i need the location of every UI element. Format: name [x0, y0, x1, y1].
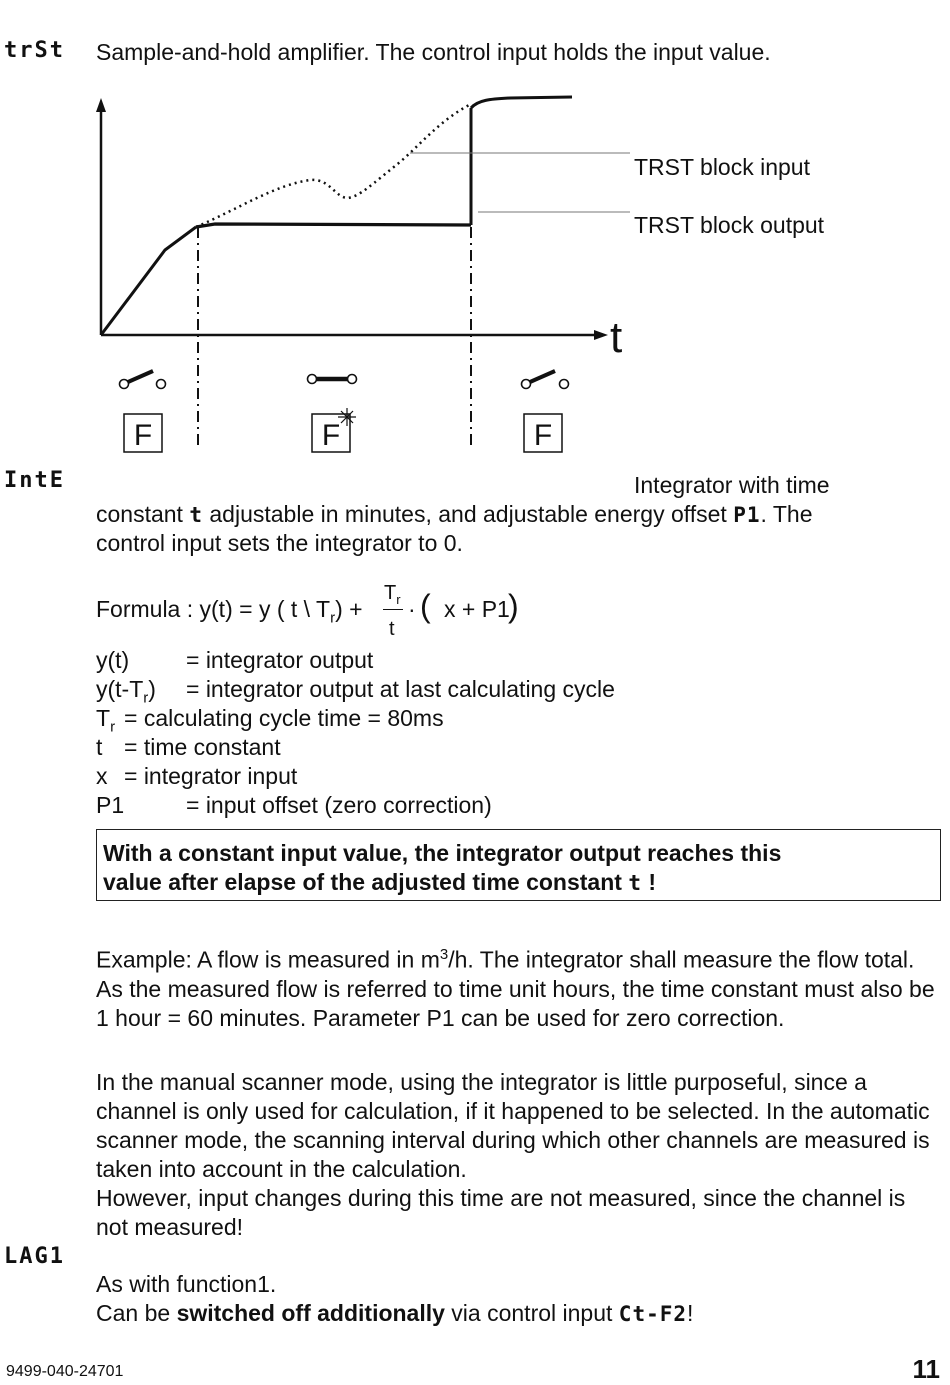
lag1-line2: Can be switched off additionally via control input Ct-F2!	[96, 1300, 694, 1326]
f-key-1	[124, 414, 162, 452]
switch-open-icon-1	[120, 371, 166, 389]
f-key-2-pressed	[312, 408, 356, 452]
switch-open-icon-2	[522, 371, 569, 389]
lag1-code: LAG1	[4, 1244, 65, 1269]
document-number: 9499-040-24701	[6, 1363, 124, 1380]
legend-output: TRST block output	[634, 212, 825, 238]
sample-hold-diagram	[0, 90, 950, 460]
def-t: t = time constant	[96, 734, 281, 760]
f-key-1-label: F	[133, 419, 153, 452]
y-axis-arrow	[96, 98, 106, 112]
however-paragraph: However, input changes during this time are not measured, since the channel is not measured!	[96, 1185, 906, 1240]
tau-code: t	[189, 503, 203, 527]
manual-scanner-paragraph: In the manual scanner mode, using the integrator is little purposeful, since a channel is only used for calculation, if it happened to be selected. In the automatic scanner mode, the scanning interval during which other channels are measured is taken into account in the calculation.	[96, 1069, 930, 1182]
legend-input: TRST block input	[634, 154, 810, 180]
output-track-line	[471, 97, 572, 108]
inte-intro-line2: constant t adjustable in minutes, and adjustable energy offset P1. The	[96, 501, 813, 527]
trst-code: trSt	[4, 38, 65, 63]
page-number: 11	[912, 1354, 940, 1384]
def-yt: y(t) = integrator output	[96, 647, 374, 673]
p1-code: P1	[733, 503, 761, 527]
def-tr: $T_r$ = calculating cycle time = 80ms	[96, 705, 444, 736]
ct-f2-code: Ct-F2	[618, 1302, 688, 1326]
output-hold-line	[196, 224, 471, 227]
integrator-formula: Formula : y(t) = y ( t \ $T_r$) + $T_r$ t · ( x + P1 )	[96, 582, 519, 640]
inte-code: IntE	[4, 468, 65, 493]
trst-heading: Sample-and-hold amplifier. The control input holds the input value.	[96, 39, 771, 65]
t-axis-label: t	[610, 313, 623, 362]
def-x: x = integrator input	[96, 763, 298, 789]
note-line2: value after elapse of the adjusted time constant t !	[103, 869, 657, 895]
note-line1: With a constant input value, the integrator output reaches this	[103, 840, 782, 866]
note-box	[96, 829, 941, 901]
input-ramp	[101, 227, 196, 335]
f-key-3-label: F	[533, 419, 553, 452]
t-axis-arrow	[594, 330, 608, 340]
f-key-3	[524, 414, 562, 452]
switch-closed-icon	[308, 375, 357, 384]
example-paragraph: Example: A flow is measured in $m^3/h$. The integrator shall measure the flow total. As the measured flow is referred to time unit hours, the time constant must also be 1 hour = 60 minutes. Parameter P1 can be used for zero correction.	[96, 946, 935, 1031]
f-key-2-label: F	[321, 419, 341, 452]
input-dotted-curve	[196, 104, 471, 227]
def-p1: P1 = input offset (zero correction)	[96, 792, 492, 818]
def-yt-tr: $y(t-T_r)$ = integrator output at last calculating cycle	[96, 676, 615, 707]
lag1-line1: As with function1.	[96, 1271, 277, 1297]
inte-intro-part1: Integrator with time	[634, 472, 830, 498]
inte-intro-line3: control input sets the integrator to 0.	[96, 530, 463, 556]
